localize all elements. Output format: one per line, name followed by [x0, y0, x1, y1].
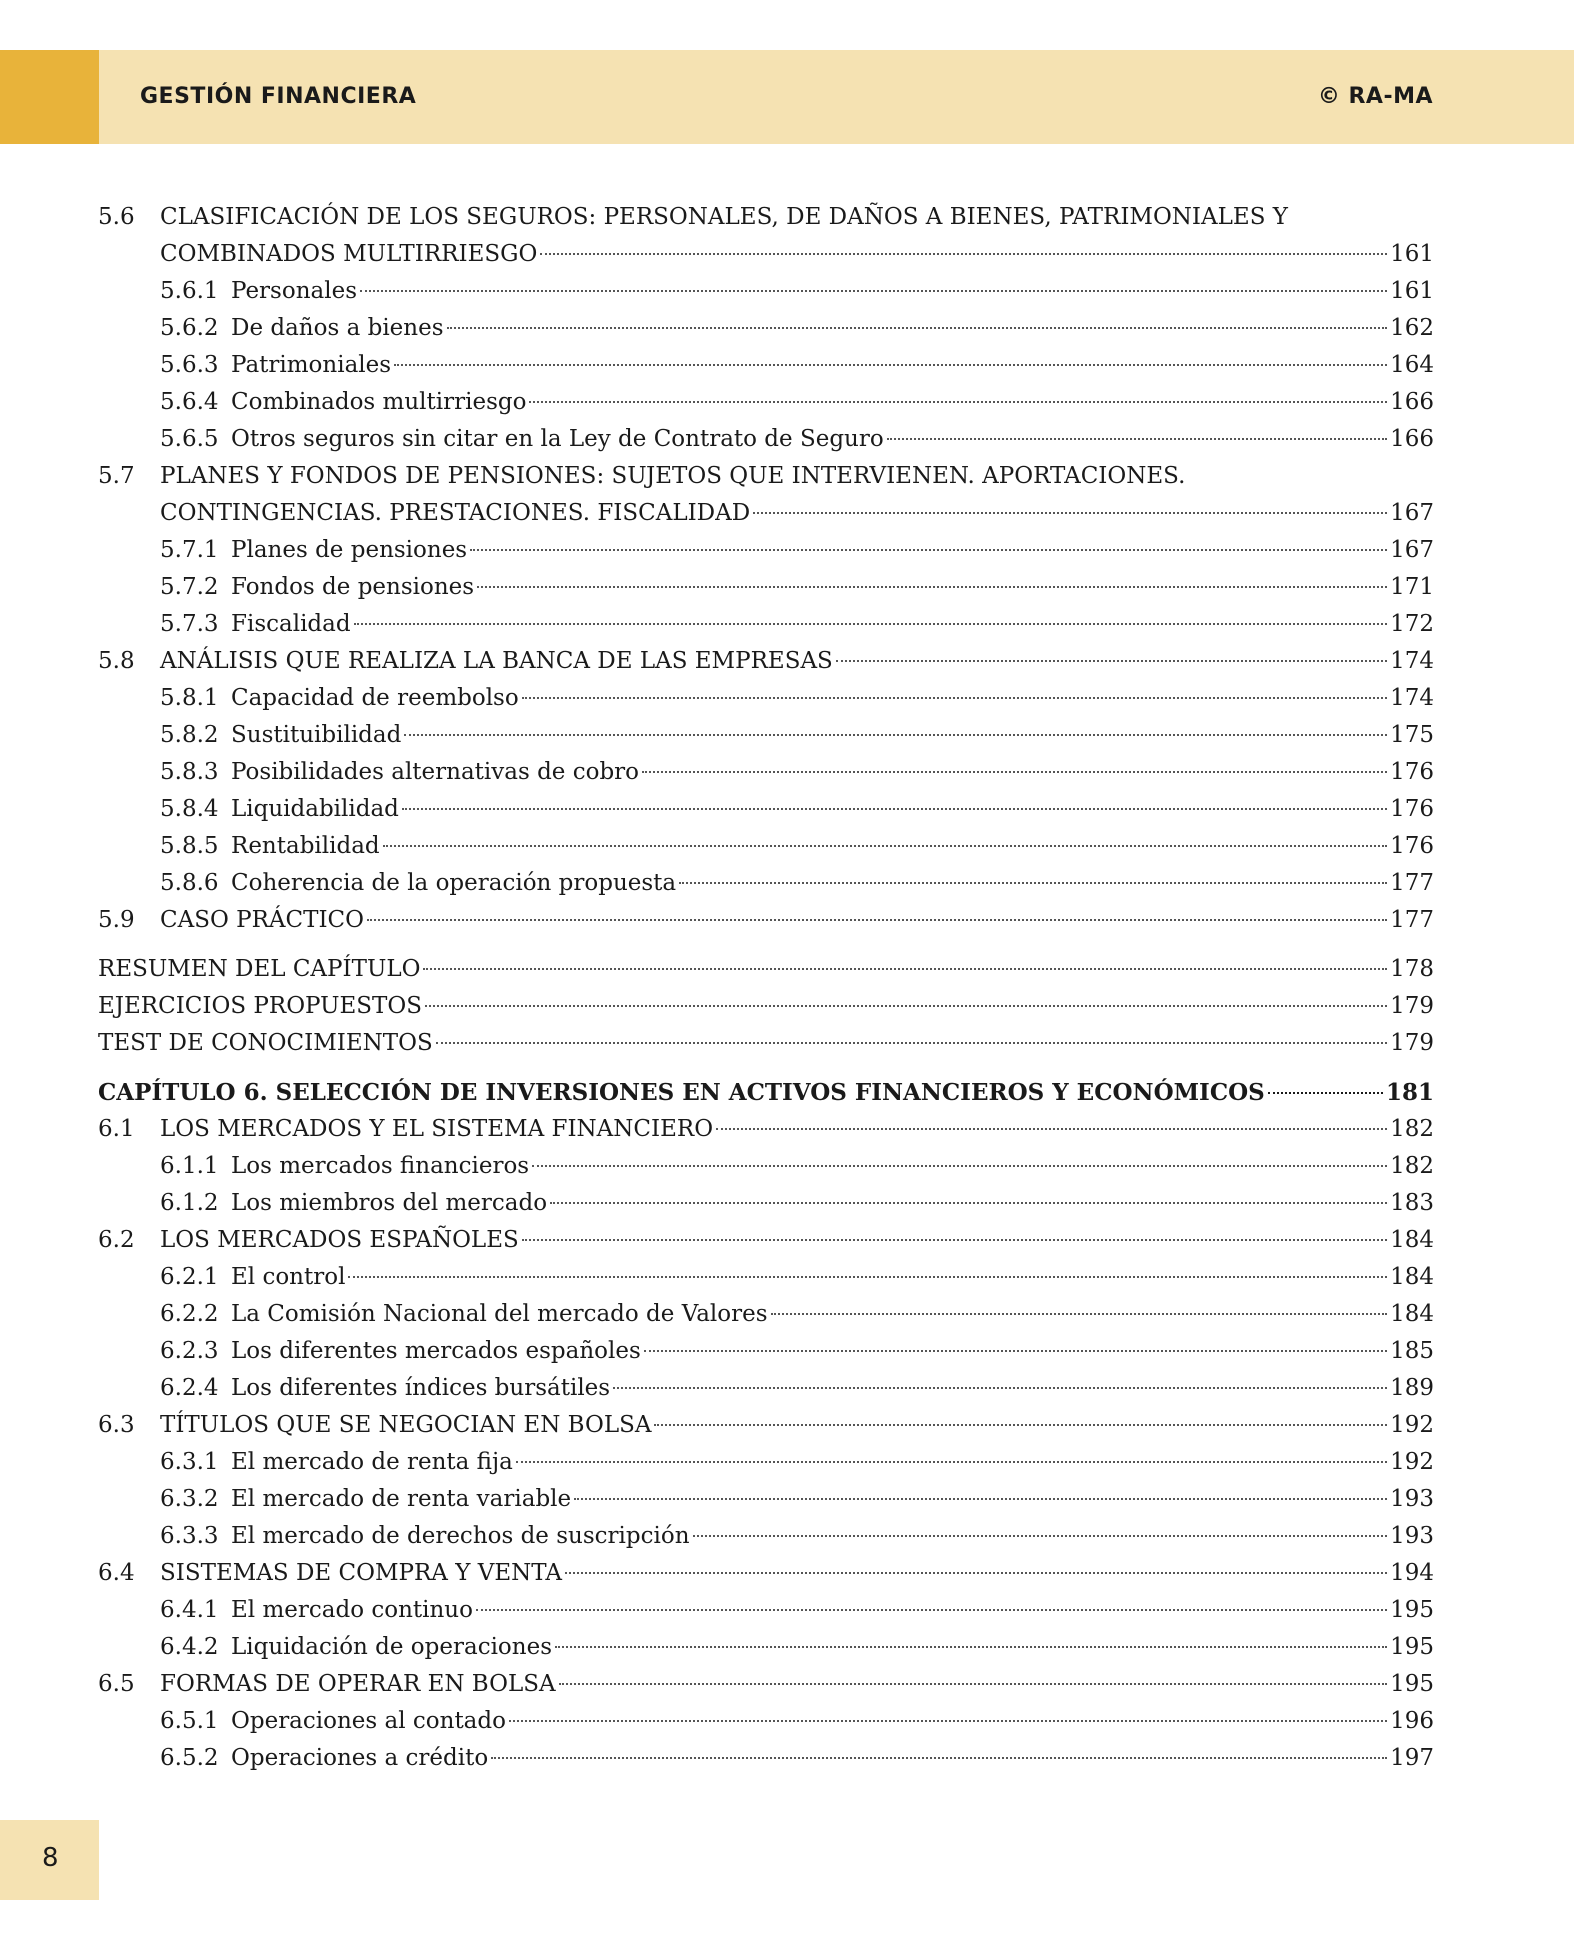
toc-entry[interactable] [98, 1481, 1434, 1518]
running-header-copyright: © RA-MA [1317, 84, 1433, 109]
toc-entry-number: 5.8.5 [160, 833, 219, 859]
toc-entry-page: 182 [1390, 1116, 1434, 1142]
toc-entry-page: 176 [1390, 796, 1434, 822]
toc-entry-number: 5.7.1 [160, 537, 219, 563]
toc-entry-title: Otros seguros sin citar en la Ley de Contrato de Seguro [231, 426, 884, 452]
toc-entry[interactable] [98, 310, 1434, 347]
toc-entry-number: 6.3 [98, 1412, 135, 1438]
toc-entry-title: El mercado continuo [231, 1597, 473, 1623]
toc-dot-leader [559, 1683, 1387, 1685]
toc-entry-number: 6.3.3 [160, 1523, 219, 1549]
toc-entry[interactable] [98, 273, 1434, 310]
toc-entry-title: RESUMEN DEL CAPÍTULO [98, 956, 421, 982]
toc-entry-number: 5.8.3 [160, 759, 219, 785]
toc-entry[interactable] [98, 951, 1434, 988]
toc-entry-page: 167 [1390, 500, 1434, 526]
toc-entry-title: El control [231, 1264, 346, 1290]
toc-entry[interactable] [98, 1333, 1434, 1370]
toc-entry-page: 161 [1390, 278, 1434, 304]
toc-entry-title: CAPÍTULO 6. SELECCIÓN DE INVERSIONES EN ACTIVOS FINANCIEROS Y ECONÓMICOS [98, 1079, 1265, 1106]
toc-entry[interactable] [98, 236, 1434, 273]
toc-entry-number: 6.4.2 [160, 1634, 219, 1660]
toc-dot-leader [716, 1128, 1387, 1130]
toc-entry-title: CLASIFICACIÓN DE LOS SEGUROS: PERSONALES, DE DAÑOS A BIENES, PATRIMONIALES Y [160, 204, 1288, 230]
toc-entry[interactable] [98, 1259, 1434, 1296]
toc-entry[interactable] [98, 532, 1434, 569]
toc-entry-page: 166 [1390, 426, 1434, 452]
toc-entry-number: 6.4.1 [160, 1597, 219, 1623]
toc-entry[interactable] [98, 1407, 1434, 1444]
toc-dot-leader [354, 623, 1388, 625]
toc-entry-page: 162 [1390, 315, 1434, 341]
toc-entry-title: COMBINADOS MULTIRRIESGO [160, 241, 538, 267]
toc-entry-page: 177 [1390, 870, 1434, 896]
toc-entry-page: 182 [1390, 1153, 1434, 1179]
toc-entry[interactable] [98, 1740, 1434, 1777]
toc-dot-leader [367, 919, 1387, 921]
toc-entry-number: 6.2.1 [160, 1264, 219, 1290]
toc-entry-page: 166 [1390, 389, 1434, 415]
toc-dot-leader [522, 697, 1387, 699]
toc-entry[interactable] [98, 347, 1434, 384]
toc-entry[interactable] [98, 421, 1434, 458]
toc-entry-title: TÍTULOS QUE SE NEGOCIAN EN BOLSA [160, 1412, 652, 1438]
toc-dot-leader [642, 771, 1387, 773]
toc-entry[interactable] [98, 1370, 1434, 1407]
toc-entry-number: 6.5 [98, 1671, 135, 1697]
toc-dot-leader [887, 438, 1387, 440]
toc-entry-number: 5.8 [98, 648, 135, 674]
toc-dot-leader [348, 1276, 1387, 1278]
toc-entry-number: 6.5.2 [160, 1745, 219, 1771]
toc-entry-page: 177 [1390, 907, 1434, 933]
toc-entry[interactable] [98, 1444, 1434, 1481]
toc-dot-leader [1268, 1092, 1383, 1094]
toc-entry-page: 179 [1390, 993, 1434, 1019]
toc-entry[interactable] [98, 1518, 1434, 1555]
toc-entry[interactable] [98, 1025, 1434, 1062]
toc-entry[interactable] [98, 458, 1434, 495]
table-of-contents [98, 199, 1434, 1777]
toc-entry-page: 172 [1390, 611, 1434, 637]
toc-entry-title: Coherencia de la operación propuesta [231, 870, 677, 896]
toc-entry-title: LOS MERCADOS ESPAÑOLES [160, 1227, 519, 1253]
toc-entry-number: 6.1 [98, 1116, 135, 1142]
toc-entry-page: 184 [1390, 1301, 1434, 1327]
toc-dot-leader [477, 586, 1387, 588]
toc-entry-page: 193 [1390, 1523, 1434, 1549]
toc-entry-title: ANÁLISIS QUE REALIZA LA BANCA DE LAS EMPRESAS [160, 648, 833, 674]
toc-entry-title: TEST DE CONOCIMIENTOS [98, 1030, 433, 1056]
toc-dot-leader [423, 968, 1387, 970]
toc-entry-page: 164 [1390, 352, 1434, 378]
toc-entry[interactable] [98, 199, 1434, 236]
toc-entry-page: 195 [1390, 1671, 1434, 1697]
toc-entry-title: SISTEMAS DE COMPRA Y VENTA [160, 1560, 562, 1586]
toc-entry[interactable] [98, 791, 1434, 828]
header-accent-block [0, 50, 99, 144]
toc-entry[interactable] [98, 495, 1434, 532]
toc-dot-leader [693, 1535, 1388, 1537]
toc-dot-leader [516, 1461, 1387, 1463]
toc-entry-page: 192 [1390, 1449, 1434, 1475]
toc-entry-page: 194 [1390, 1560, 1434, 1586]
toc-entry-title: Rentabilidad [231, 833, 380, 859]
toc-entry[interactable] [98, 643, 1434, 680]
toc-dot-leader [644, 1350, 1387, 1352]
toc-entry-number: 6.2 [98, 1227, 135, 1253]
toc-entry-title: Patrimoniales [231, 352, 392, 378]
toc-entry-title: La Comisión Nacional del mercado de Valores [231, 1301, 768, 1327]
toc-entry-title: El mercado de derechos de suscripción [231, 1523, 690, 1549]
toc-entry-number: 6.5.1 [160, 1708, 219, 1734]
toc-entry[interactable] [98, 606, 1434, 643]
toc-dot-leader [383, 845, 1387, 847]
toc-entry-title: El mercado de renta variable [231, 1486, 572, 1512]
toc-entry-title: Operaciones al contado [231, 1708, 506, 1734]
toc-entry[interactable] [98, 1629, 1434, 1666]
toc-entry-page: 183 [1390, 1190, 1434, 1216]
toc-dot-leader [574, 1498, 1387, 1500]
toc-entry-page: 195 [1390, 1634, 1434, 1660]
toc-entry-page: 167 [1390, 537, 1434, 563]
toc-entry-page: 178 [1390, 956, 1434, 982]
toc-entry-number: 5.6.4 [160, 389, 219, 415]
toc-entry-number: 6.2.2 [160, 1301, 219, 1327]
toc-entry[interactable] [98, 1296, 1434, 1333]
toc-dot-leader [771, 1313, 1388, 1315]
toc-entry-page: 184 [1390, 1227, 1434, 1253]
toc-dot-leader [436, 1042, 1387, 1044]
toc-entry-title: Liquidabilidad [231, 796, 399, 822]
toc-entry-title: Los mercados financieros [231, 1153, 530, 1179]
toc-dot-leader [532, 1165, 1387, 1167]
toc-entry-number: 5.7.2 [160, 574, 219, 600]
toc-dot-leader [836, 660, 1387, 662]
toc-entry-title: Los miembros del mercado [231, 1190, 548, 1216]
toc-dot-leader [470, 549, 1387, 551]
toc-entry-number: 6.2.3 [160, 1338, 219, 1364]
toc-entry-page: 197 [1390, 1745, 1434, 1771]
toc-dot-leader [529, 401, 1387, 403]
toc-entry-title: Personales [231, 278, 357, 304]
toc-entry-title: El mercado de renta fija [231, 1449, 513, 1475]
toc-entry-title: Liquidación de operaciones [231, 1634, 553, 1660]
toc-entry-title: Planes de pensiones [231, 537, 468, 563]
toc-entry-number: 5.6.1 [160, 278, 219, 304]
toc-entry-number: 5.6.5 [160, 426, 219, 452]
toc-chapter-entry[interactable] [98, 1074, 1434, 1111]
toc-entry-page: 176 [1390, 759, 1434, 785]
toc-dot-leader [555, 1646, 1387, 1648]
toc-entry-page: 179 [1390, 1030, 1434, 1056]
toc-entry-title: Combinados multirriesgo [231, 389, 527, 415]
page-number: 8 [42, 1843, 59, 1873]
toc-entry-title: Los diferentes mercados españoles [231, 1338, 641, 1364]
toc-entry-number: 6.3.2 [160, 1486, 219, 1512]
toc-dot-leader [679, 882, 1387, 884]
toc-entry[interactable] [98, 828, 1434, 865]
toc-entry-title: Operaciones a crédito [231, 1745, 489, 1771]
running-header-title: GESTIÓN FINANCIERA [140, 84, 417, 109]
toc-dot-leader [394, 364, 1387, 366]
toc-entry-page: 174 [1390, 685, 1434, 711]
toc-entry[interactable] [98, 680, 1434, 717]
toc-entry-title: Sustituibilidad [231, 722, 402, 748]
toc-entry[interactable] [98, 902, 1434, 939]
toc-dot-leader [550, 1202, 1387, 1204]
toc-dot-leader [540, 253, 1387, 255]
toc-entry-title: Fondos de pensiones [231, 574, 475, 600]
toc-entry-number: 5.6 [98, 204, 135, 230]
toc-entry-number: 5.7.3 [160, 611, 219, 637]
toc-entry-number: 6.1.2 [160, 1190, 219, 1216]
toc-entry[interactable] [98, 1148, 1434, 1185]
toc-dot-leader [447, 327, 1388, 329]
toc-dot-leader [402, 808, 1387, 810]
toc-entry-page: 196 [1390, 1708, 1434, 1734]
toc-entry-number: 5.6.2 [160, 315, 219, 341]
toc-entry-page: 176 [1390, 833, 1434, 859]
toc-entry-number: 6.1.1 [160, 1153, 219, 1179]
toc-entry-number: 6.2.4 [160, 1375, 219, 1401]
toc-entry-page: 175 [1390, 722, 1434, 748]
toc-entry-title: Fiscalidad [231, 611, 351, 637]
toc-dot-leader [404, 734, 1387, 736]
toc-entry-page: 193 [1390, 1486, 1434, 1512]
toc-entry-number: 5.6.3 [160, 352, 219, 378]
toc-entry-number: 5.8.6 [160, 870, 219, 896]
toc-entry-page: 161 [1390, 241, 1434, 267]
toc-entry-page: 171 [1390, 574, 1434, 600]
toc-dot-leader [613, 1387, 1387, 1389]
toc-dot-leader [565, 1572, 1387, 1574]
toc-entry-title: LOS MERCADOS Y EL SISTEMA FINANCIERO [160, 1116, 714, 1142]
toc-dot-leader [753, 512, 1387, 514]
toc-entry-title: Capacidad de reembolso [231, 685, 519, 711]
toc-dot-leader [360, 290, 1387, 292]
toc-entry[interactable] [98, 717, 1434, 754]
toc-entry-number: 6.3.1 [160, 1449, 219, 1475]
toc-entry[interactable] [98, 988, 1434, 1025]
toc-entry[interactable] [98, 569, 1434, 606]
toc-entry-title: CONTINGENCIAS. PRESTACIONES. FISCALIDAD [160, 500, 751, 526]
toc-entry-number: 5.8.4 [160, 796, 219, 822]
toc-entry[interactable] [98, 1555, 1434, 1592]
toc-entry-page: 174 [1390, 648, 1434, 674]
toc-entry-page: 189 [1390, 1375, 1434, 1401]
toc-entry[interactable] [98, 1111, 1434, 1148]
toc-entry-page: 192 [1390, 1412, 1434, 1438]
toc-entry-page: 185 [1390, 1338, 1434, 1364]
toc-entry-number: 5.7 [98, 463, 135, 489]
toc-dot-leader [491, 1757, 1387, 1759]
toc-entry-title: Posibilidades alternativas de cobro [231, 759, 640, 785]
toc-entry-title: PLANES Y FONDOS DE PENSIONES: SUJETOS QUE INTERVIENEN. APORTACIONES. [160, 463, 1186, 489]
toc-entry-number: 5.8.2 [160, 722, 219, 748]
toc-entry[interactable] [98, 865, 1434, 902]
toc-entry[interactable] [98, 1222, 1434, 1259]
toc-entry-page: 195 [1390, 1597, 1434, 1623]
toc-entry-title: CASO PRÁCTICO [160, 907, 365, 933]
toc-dot-leader [425, 1005, 1387, 1007]
toc-entry-page: 181 [1385, 1079, 1434, 1106]
toc-entry-title: FORMAS DE OPERAR EN BOLSA [160, 1671, 556, 1697]
toc-dot-leader [509, 1720, 1387, 1722]
toc-entry-title: De daños a bienes [231, 315, 444, 341]
toc-entry[interactable] [98, 1666, 1434, 1703]
toc-entry[interactable] [98, 1185, 1434, 1222]
toc-dot-leader [654, 1424, 1387, 1426]
toc-entry-title: Los diferentes índices bursátiles [231, 1375, 611, 1401]
toc-entry-title: EJERCICIOS PROPUESTOS [98, 993, 423, 1019]
toc-entry[interactable] [98, 1703, 1434, 1740]
toc-entry-page: 184 [1390, 1264, 1434, 1290]
toc-entry[interactable] [98, 1592, 1434, 1629]
toc-entry-number: 5.9 [98, 907, 135, 933]
toc-dot-leader [522, 1239, 1387, 1241]
toc-entry-number: 5.8.1 [160, 685, 219, 711]
toc-entry[interactable] [98, 384, 1434, 421]
toc-entry-number: 6.4 [98, 1560, 135, 1586]
toc-entry[interactable] [98, 754, 1434, 791]
toc-dot-leader [476, 1609, 1387, 1611]
